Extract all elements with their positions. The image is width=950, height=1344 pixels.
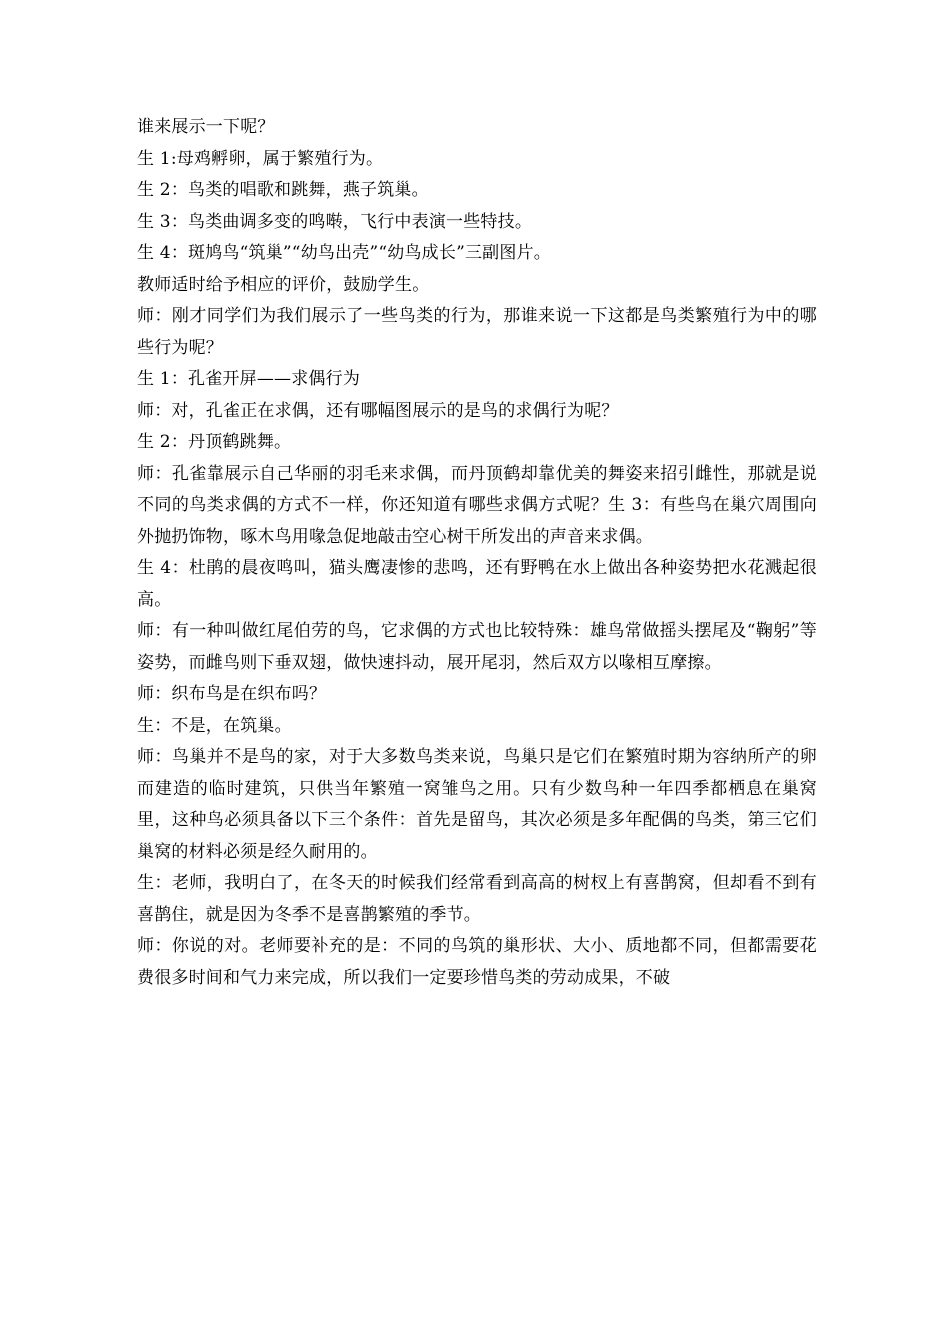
paragraph-teacher-followup: 师：对，孔雀正在求偶，还有哪幅图展示的是鸟的求偶行为呢？ bbox=[137, 400, 619, 421]
paragraph-teacher-weaver: 师：织布鸟是在织布吗？ bbox=[137, 684, 327, 704]
paragraph-teacher-summary: 师：你说的对。老师要补充的是：不同的鸟筑的巢形状、大小、质地都不同，但都需要花费很多时间和气力来完成，所以我们一定要珍惜鸟类的劳动成果，不破 bbox=[137, 936, 817, 988]
paragraph-teacher-shrike: 师：有一种叫做红尾伯劳的鸟，它求偶的方式也比较特殊：雄鸟常做摇头摆尾及“鞠躬”等姿势，而雌鸟则下垂双翅，做快速抖动，展开尾羽，然后双方以喙相互摩擦。 bbox=[137, 621, 817, 673]
paragraph-student-1-answer: 生 1：孔雀开屏——求偶行为 bbox=[137, 369, 361, 389]
paragraph-student-4: 生 4：斑鸠鸟“筑巢”“幼鸟出壳”“幼鸟成长”三副图片。 bbox=[137, 243, 551, 263]
paragraph-student-nest: 生：不是，在筑巢。 bbox=[137, 715, 292, 736]
paragraph-student-2-answer: 生 2：丹顶鹤跳舞。 bbox=[137, 432, 292, 452]
paragraph-teacher-note: 教师适时给予相应的评价，鼓励学生。 bbox=[137, 274, 430, 295]
paragraph-teacher-question: 师：刚才同学们为我们展示了一些鸟类的行为，那谁来说一下这都是鸟类繁殖行为中的哪些行为呢？ bbox=[137, 306, 817, 358]
paragraph-student-1: 生 1:母鸡孵卵，属于繁殖行为。 bbox=[137, 148, 384, 169]
paragraph-teacher-nest: 师：鸟巢并不是鸟的家，对于大多数鸟类来说，鸟巢只是它们在繁殖时期为容纳所产的卵而建造的临时建筑，只供当年繁殖一窝雏鸟之用。只有少数鸟种一年四季都栖息在巢窝里，这种鸟必须具备以下三个条件：首先是留鸟，其次必须是多年配偶的鸟类，第三它们巢窝的材料必须是经久耐用的。 bbox=[137, 747, 817, 862]
paragraph-student-2: 生 2：鸟类的唱歌和跳舞，燕子筑巢。 bbox=[137, 180, 429, 200]
paragraph-student-magpie: 生：老师，我明白了，在冬天的时候我们经常看到高高的树杈上有喜鹊窝，但却看不到有喜鹊住，就是因为冬季不是喜鹊繁殖的季节。 bbox=[137, 873, 817, 925]
document-page bbox=[137, 112, 817, 994]
paragraph-student-4-answer: 生 4：杜鹃的晨夜鸣叫，猫头鹰凄惨的悲鸣，还有野鸭在水上做出各种姿势把水花溅起很高。 bbox=[137, 558, 817, 610]
paragraph-teacher-courtship: 师：孔雀靠展示自己华丽的羽毛来求偶，而丹顶鹤却靠优美的舞姿来招引雌性，那就是说不同的鸟类求偶的方式不一样，你还知道有哪些求偶方式呢？生 3：有些鸟在巢穴周围向外抛扔饰物，啄木鸟用喙急促地敲击空心树干所发出的声音来求偶。 bbox=[137, 463, 817, 547]
paragraph-student-3: 生 3：鸟类曲调多变的鸣啭，飞行中表演一些特技。 bbox=[137, 211, 533, 232]
paragraph-prompt: 谁来展示一下呢？ bbox=[137, 117, 275, 137]
